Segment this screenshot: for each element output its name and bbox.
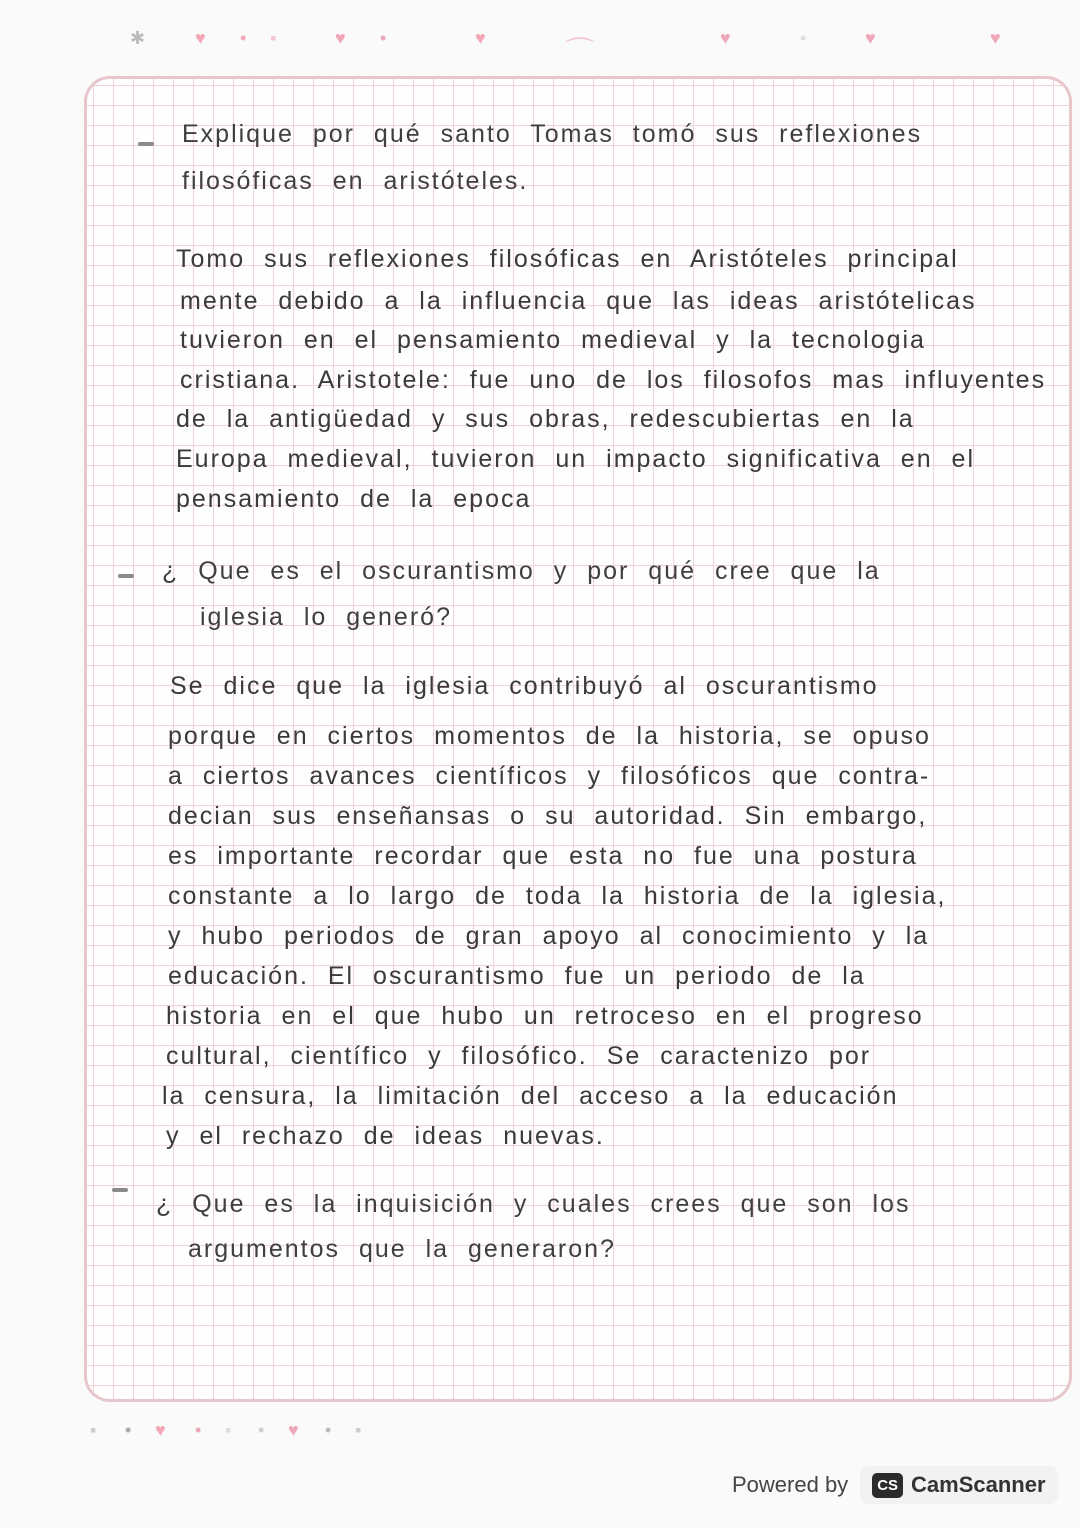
bullet-icon [112, 1188, 128, 1192]
answer-1-line: cristiana. Aristotele: fue uno de los filosofos mas influyentes [180, 366, 1047, 394]
top-decoration: ✱ ♥ • ▪ ♥ • ♥ ⌒ ♥ • ♥ ♥ [130, 28, 1001, 70]
question-1-line-2: filosóficas en aristóteles. [182, 167, 529, 195]
answer-2-line: es importante recordar que esta no fue una postura [168, 842, 918, 870]
answer-2-line: decian sus enseñansas o su autoridad. Sin embargo, [168, 802, 928, 830]
answer-1-line: pensamiento de la epoca [176, 485, 532, 513]
question-2-line-1: ¿ Que es el oscurantismo y por qué cree que la [162, 557, 881, 585]
camscanner-watermark [732, 1466, 1058, 1504]
answer-1-line: Tomo sus reflexiones filosóficas en Aristóteles principal [176, 245, 959, 273]
answer-2-line: historia en el que hubo un retroceso en el progreso [166, 1002, 924, 1030]
answer-2-line: la censura, la limitación del acceso a la educación [162, 1082, 899, 1110]
answer-2-line: porque en ciertos momentos de la historia, se opuso [168, 722, 931, 750]
camscanner-icon: CS [872, 1473, 903, 1498]
answer-1-line: de la antigüedad y sus obras, redescubiertas en la [176, 405, 915, 433]
answer-2-line: y hubo periodos de gran apoyo al conocimiento y la [168, 922, 930, 950]
answer-2-line: educación. El oscurantismo fue un periodo de la [168, 962, 866, 990]
camscanner-brand: CamScanner [911, 1472, 1046, 1497]
bottom-decoration: ▪ • ♥ • ▪ • ♥ • ▪ [90, 1420, 362, 1440]
answer-2-line: Se dice que la iglesia contribuyó al oscurantismo [170, 672, 879, 700]
question-2-line-2: iglesia lo generó? [200, 603, 452, 631]
answer-1-line: Europa medieval, tuvieron un impacto significativa en el [176, 445, 976, 473]
answer-1-line: mente debido a la influencia que las ideas aristótelicas [180, 287, 977, 315]
camscanner-logo [860, 1466, 1057, 1504]
answer-2-line: y el rechazo de ideas nuevas. [166, 1122, 605, 1150]
bullet-icon [138, 142, 154, 146]
question-3-line-1: ¿ Que es la inquisición y cuales crees que son los [156, 1190, 911, 1218]
answer-2-line: a ciertos avances científicos y filosóficos que contra- [168, 762, 931, 790]
answer-1-line: tuvieron en el pensamiento medieval y la tecnologia [180, 326, 926, 354]
powered-by-label: Powered by [732, 1472, 849, 1497]
question-3-line-2: argumentos que la generaron? [188, 1235, 616, 1263]
question-1-line-1: Explique por qué santo Tomas tomó sus reflexiones [182, 120, 923, 148]
answer-2-line: cultural, científico y filosófico. Se caractenizo por [166, 1042, 872, 1070]
bullet-icon [118, 574, 134, 578]
answer-2-line: constante a lo largo de toda la historia de la iglesia, [168, 882, 947, 910]
